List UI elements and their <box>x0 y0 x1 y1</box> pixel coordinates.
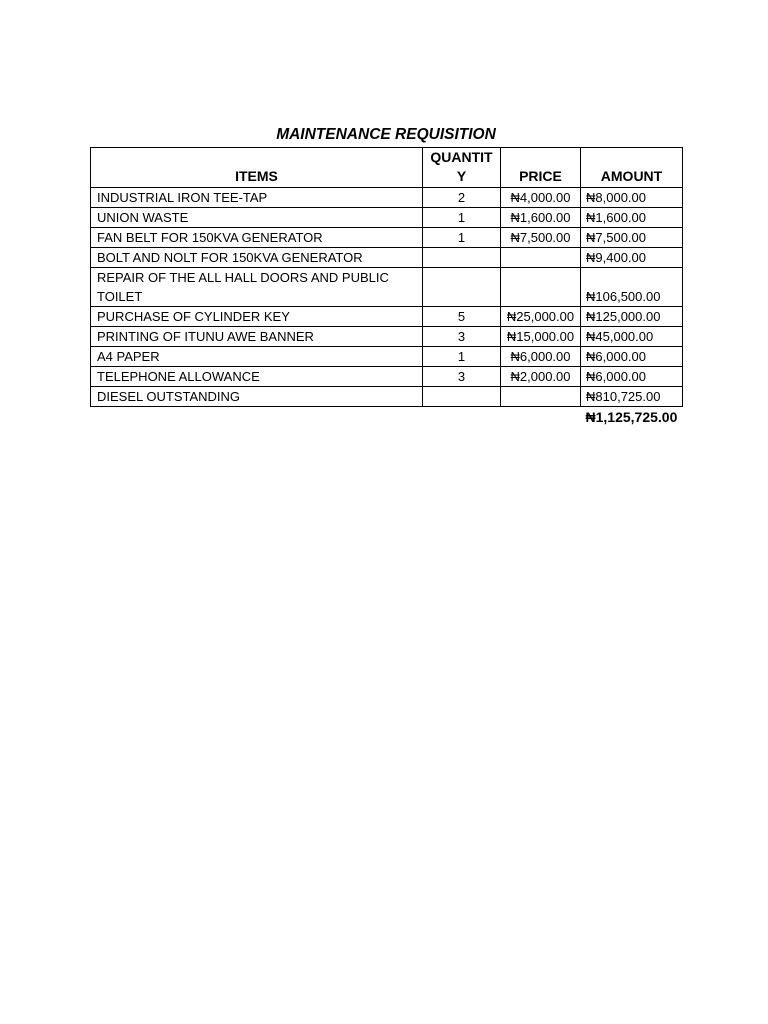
amount-cell: ₦6,000.00 <box>581 367 683 387</box>
quantity-cell: 2 <box>423 188 501 208</box>
amount-cell: ₦7,500.00 <box>581 228 683 248</box>
price-cell: ₦15,000.00 <box>501 327 581 347</box>
table-row <box>91 387 683 407</box>
amount-cell: ₦106,500.00 <box>581 268 683 307</box>
price-cell <box>501 387 581 407</box>
quantity-cell: 3 <box>423 367 501 387</box>
amount-cell: ₦45,000.00 <box>581 327 683 347</box>
requisition-table <box>90 147 683 427</box>
quantity-cell: 3 <box>423 327 501 347</box>
item-cell: A4 PAPER <box>91 347 423 367</box>
total-spacer <box>423 407 501 428</box>
table-row <box>91 268 683 307</box>
price-cell: ₦1,600.00 <box>501 208 581 228</box>
price-cell: ₦4,000.00 <box>501 188 581 208</box>
price-cell: ₦2,000.00 <box>501 367 581 387</box>
table-row <box>91 307 683 327</box>
quantity-cell <box>423 268 501 307</box>
item-cell: UNION WASTE <box>91 208 423 228</box>
table-row <box>91 188 683 208</box>
table-row <box>91 367 683 387</box>
price-cell <box>501 268 581 307</box>
header-price: PRICE <box>501 148 581 188</box>
grand-total: ₦1,125,725.00 <box>585 409 678 425</box>
document-title: MAINTENANCE REQUISITION <box>276 126 496 143</box>
header-quantity: QUANTITY <box>423 148 501 188</box>
price-cell: ₦7,500.00 <box>501 228 581 248</box>
table-row <box>91 327 683 347</box>
item-cell: DIESEL OUTSTANDING <box>91 387 423 407</box>
price-cell: ₦25,000.00 <box>501 307 581 327</box>
item-cell: INDUSTRIAL IRON TEE-TAP <box>91 188 423 208</box>
quantity-cell: 1 <box>423 347 501 367</box>
header-items: ITEMS <box>91 148 423 188</box>
price-cell: ₦6,000.00 <box>501 347 581 367</box>
quantity-cell: 5 <box>423 307 501 327</box>
item-cell: FAN BELT FOR 150KVA GENERATOR <box>91 228 423 248</box>
amount-cell: ₦6,000.00 <box>581 347 683 367</box>
quantity-cell: 1 <box>423 228 501 248</box>
total-spacer <box>501 407 581 428</box>
table-row <box>91 347 683 367</box>
total-row <box>91 407 683 428</box>
total-spacer <box>91 407 423 428</box>
quantity-cell <box>423 248 501 268</box>
table-header-row <box>91 148 683 188</box>
amount-cell: ₦1,600.00 <box>581 208 683 228</box>
item-cell: BOLT AND NOLT FOR 150KVA GENERATOR <box>91 248 423 268</box>
quantity-cell: 1 <box>423 208 501 228</box>
amount-cell: ₦9,400.00 <box>581 248 683 268</box>
header-amount: AMOUNT <box>581 148 683 188</box>
item-cell: TELEPHONE ALLOWANCE <box>91 367 423 387</box>
amount-cell: ₦810,725.00 <box>581 387 683 407</box>
item-cell: REPAIR OF THE ALL HALL DOORS AND PUBLIC TOILET <box>91 268 423 307</box>
price-cell <box>501 248 581 268</box>
quantity-cell <box>423 387 501 407</box>
amount-cell: ₦8,000.00 <box>581 188 683 208</box>
table-row <box>91 228 683 248</box>
table-row <box>91 248 683 268</box>
item-cell: PRINTING OF ITUNU AWE BANNER <box>91 327 423 347</box>
item-cell: PURCHASE OF CYLINDER KEY <box>91 307 423 327</box>
amount-cell: ₦125,000.00 <box>581 307 683 327</box>
table-row <box>91 208 683 228</box>
